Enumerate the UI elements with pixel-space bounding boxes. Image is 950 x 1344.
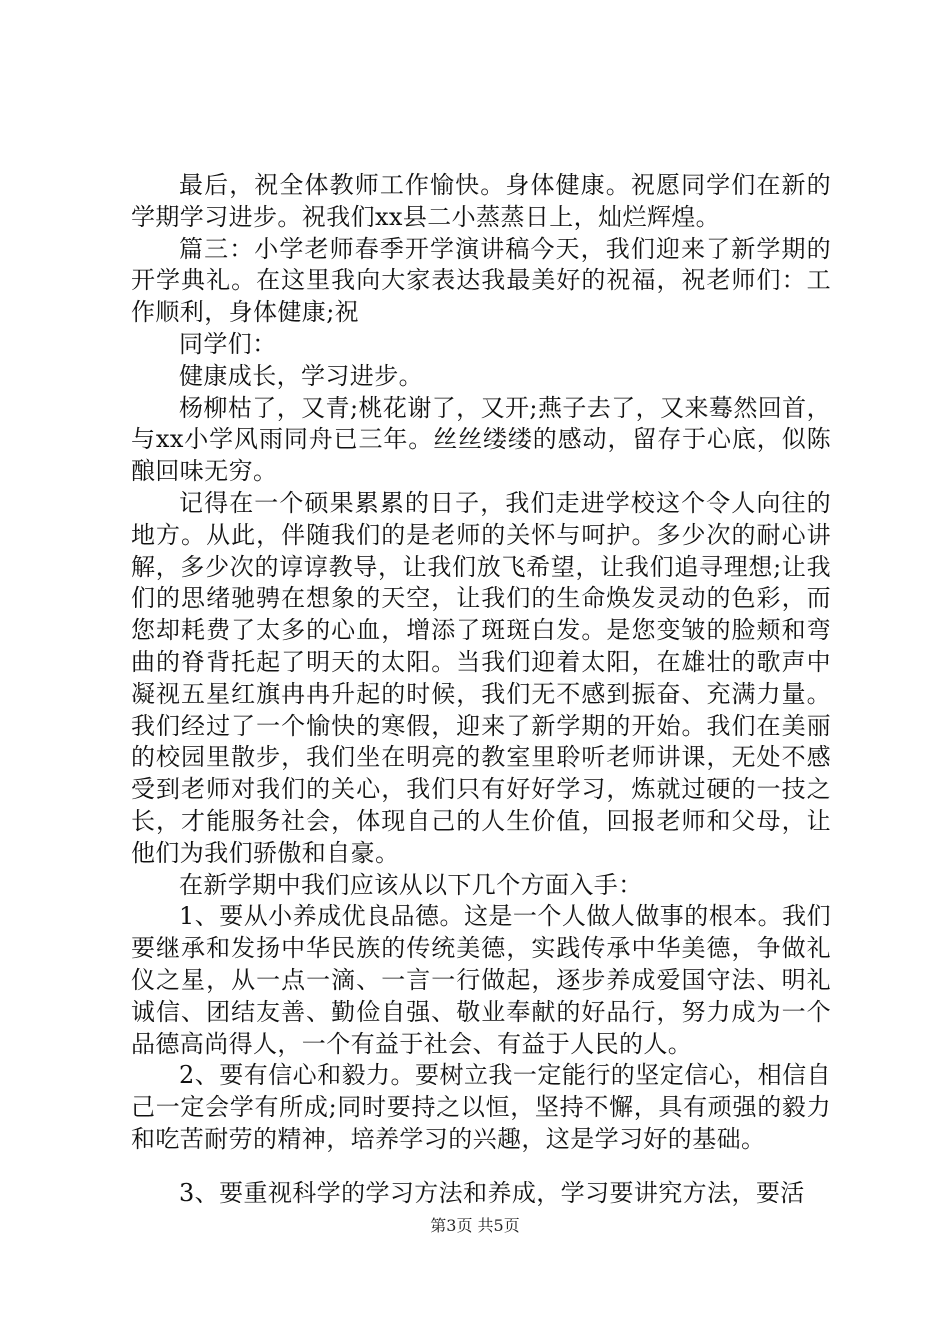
paragraph-healthy-growth: 健康成长，学习进步。 (179, 361, 423, 390)
paragraph-new-semester-aspects: 在新学期中我们应该从以下几个方面入手： (179, 870, 643, 899)
paragraph-willow-peach: 杨柳枯了，又青;桃花谢了，又开;燕子去了，又来蓦然回首，与xx小学风雨同舟已三年。丝丝缕缕的感动，留存于心底，似陈酿回味无穷。 (131, 393, 831, 486)
paragraph-point-three: 3、要重视科学的学习方法和养成，学习要讲究方法，要活 (179, 1178, 805, 1207)
page-number-footer: 第3页 共5页 (430, 1216, 520, 1235)
paragraph-closing-wishes: 最后，祝全体教师工作愉快。身体健康。祝愿同学们在新的学期学习进步。祝我们xx县二小蒸蒸日上，灿烂辉煌。 (131, 171, 831, 231)
paragraph-article-three-intro: 篇三：小学老师春季开学演讲稿今天，我们迎来了新学期的开学典礼。在这里我向大家表达我最美好的祝福，祝老师们：工作顺利，身体健康;祝 (131, 234, 831, 327)
paragraph-memories: 记得在一个硕果累累的日子，我们走进学校这个令人向往的地方。从此，伴随我们的是老师的关怀与呵护。多少次的耐心讲解，多少次的谆谆教导，让我们放飞希望，让我们追寻理想;让我们的思绪驰骋在想象的天空，让我们的生命焕发灵动的色彩，而您却耗费了太多的心血，增添了斑斑白发。是您变皱的脸颊和弯曲的脊背托起了明天的太阳。当我们迎着太阳，在雄壮的歌声中凝视五星红旗冉冉升起的时候，我们无不感到振奋、充满力量。我们经过了一个愉快的寒假，迎来了新学期的开始。我们在美丽的校园里散步，我们坐在明亮的教室里聆听老师讲课，无处不感受到老师对我们的关心，我们只有好好学习，炼就过硬的一技之长，才能服务社会，体现自己的人生价值，回报老师和父母，让他们为我们骄傲和自豪。 (131, 488, 831, 867)
paragraph-students-greeting: 同学们： (179, 329, 277, 358)
document-body (131, 170, 831, 1210)
paragraph-point-two: 2、要有信心和毅力。要树立我一定能行的坚定信心，相信自己一定会学有所成;同时要持之以恒，坚持不懈，具有顽强的毅力和吃苦耐劳的精神，培养学习的兴趣，这是学习好的基础。 (131, 1061, 831, 1153)
paragraph-point-one: 1、要从小养成优良品德。这是一个人做人做事的根本。我们要继承和发扬中华民族的传统美德，实践传承中华美德，争做礼仪之星，从一点一滴、一言一行做起，逐步养成爱国守法、明礼诚信、团结友善、勤俭自强、敬业奉献的好品行，努力成为一个品德高尚得人，一个有益于社会、有益于人民的人。 (131, 902, 831, 1058)
